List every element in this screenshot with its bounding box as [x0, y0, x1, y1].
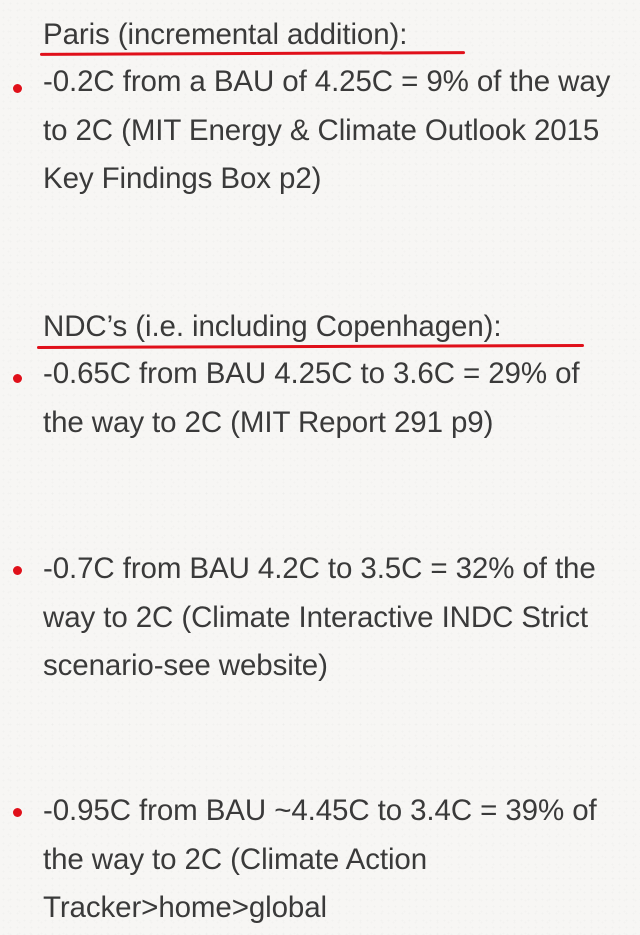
- section-heading-text: Paris (incremental addition): [43, 18, 400, 51]
- bullet-dot: [13, 566, 22, 575]
- red-underline: [40, 51, 465, 56]
- bullet-dot: [13, 808, 22, 817]
- bullet-dot: [13, 84, 22, 93]
- bullet-dot: [13, 374, 22, 383]
- red-underline: [37, 344, 584, 349]
- list-item: -0.2C from a BAU of 4.25C = 9% of the way to 2C (MIT Energy & Climate Outlook 2015 Key Findings Box p2): [43, 65, 611, 195]
- list-item: -0.7C from BAU 4.2C to 3.5C = 32% of the way to 2C (Climate Interactive INDC Strict scenario-see website): [43, 552, 596, 682]
- section-heading-paris: [43, 17, 407, 53]
- section-heading-ndc: [43, 309, 501, 345]
- list-item: -0.95C from BAU ~4.45C to 3.4C = 39% of the way to 2C (Climate Action Tracker>home>global: [43, 794, 597, 924]
- section-heading-text: NDC’s (i.e. including Copenhagen):: [43, 310, 502, 343]
- section-heading-suffix: :: [399, 18, 408, 51]
- list-item: -0.65C from BAU 4.25C to 3.6C = 29% of the way to 2C (MIT Report 291 p9): [43, 357, 580, 439]
